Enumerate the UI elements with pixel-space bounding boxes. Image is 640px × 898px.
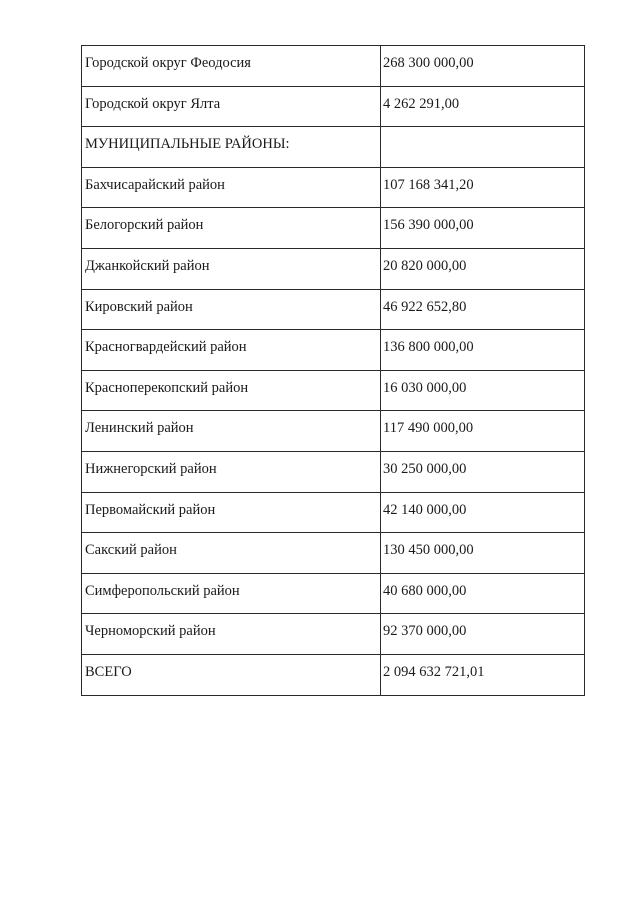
amount-value: 16 030 000,00 [383,379,467,396]
amount-cell [381,614,585,655]
amount-cell [381,492,585,533]
municipality-cell [82,533,381,574]
amount-cell [381,208,585,249]
amount-cell [381,86,585,127]
municipality-cell [82,46,381,87]
amount-cell [381,127,585,168]
municipality-name: Ленинский район [85,420,194,437]
table-row [82,208,585,249]
table-body [82,46,585,696]
budget-allocation-table [81,45,585,696]
amount-cell [381,330,585,371]
municipality-name: Черноморский район [85,623,216,640]
amount-value: 136 800 000,00 [383,339,474,356]
table-row [82,411,585,452]
municipality-cell [82,86,381,127]
municipality-cell [82,248,381,289]
municipality-cell [82,208,381,249]
amount-cell [381,289,585,330]
municipality-cell [82,451,381,492]
total-row [82,654,585,695]
total-amount-value: 2 094 632 721,01 [383,663,485,680]
municipality-name: Городской округ Ялта [85,95,221,112]
municipality-cell [82,614,381,655]
amount-value: 20 820 000,00 [383,257,467,274]
total-amount-cell [381,654,585,695]
municipality-name: Нижнегорский район [85,460,217,477]
table-row [82,573,585,614]
amount-cell [381,573,585,614]
municipality-name: Кировский район [85,298,193,315]
amount-cell [381,411,585,452]
municipality-cell [82,411,381,452]
table-row [82,614,585,655]
amount-value: 156 390 000,00 [383,217,474,234]
municipality-cell [82,289,381,330]
municipality-name: Джанкойский район [85,257,210,274]
municipality-cell [82,167,381,208]
amount-cell [381,533,585,574]
amount-cell [381,451,585,492]
municipality-cell [82,330,381,371]
amount-value: 4 262 291,00 [383,95,460,112]
amount-cell [381,370,585,411]
section-header-label: МУНИЦИПАЛЬНЫЕ РАЙОНЫ: [85,136,290,153]
municipality-name: Городской округ Феодосия [85,55,251,71]
amount-cell [381,167,585,208]
amount-value: 107 168 341,20 [383,176,474,193]
municipality-name: Белогорский район [85,217,204,234]
amount-value: 30 250 000,00 [383,460,467,477]
table-row [82,451,585,492]
municipality-name: Сакский район [85,542,177,559]
table-row [82,248,585,289]
municipality-cell [82,370,381,411]
municipality-cell [82,573,381,614]
municipality-name: Красногвардейский район [85,339,247,356]
amount-value: 268 300 000,00 [383,55,474,71]
table-row [82,167,585,208]
table-row [82,492,585,533]
amount-value: 42 140 000,00 [383,501,467,518]
table-row [82,370,585,411]
municipality-name: Первомайский район [85,501,216,518]
total-label: ВСЕГО [85,663,132,680]
amount-value: 40 680 000,00 [383,582,467,599]
table-row [82,86,585,127]
amount-value: 92 370 000,00 [383,623,467,640]
table-row [82,46,585,87]
table-row [82,289,585,330]
amount-value [381,127,584,136]
municipality-name: Красноперекопский район [85,379,249,396]
section-header-cell [82,127,381,168]
section-header-row [82,127,585,168]
municipality-name: Симферопольский район [85,582,240,599]
amount-value: 130 450 000,00 [383,542,474,559]
total-label-cell [82,654,381,695]
amount-value: 117 490 000,00 [383,420,474,437]
amount-cell [381,46,585,87]
amount-cell [381,248,585,289]
table-row [82,330,585,371]
municipality-cell [82,492,381,533]
amount-value: 46 922 652,80 [383,298,467,315]
table-row [82,533,585,574]
municipality-name: Бахчисарайский район [85,176,225,193]
